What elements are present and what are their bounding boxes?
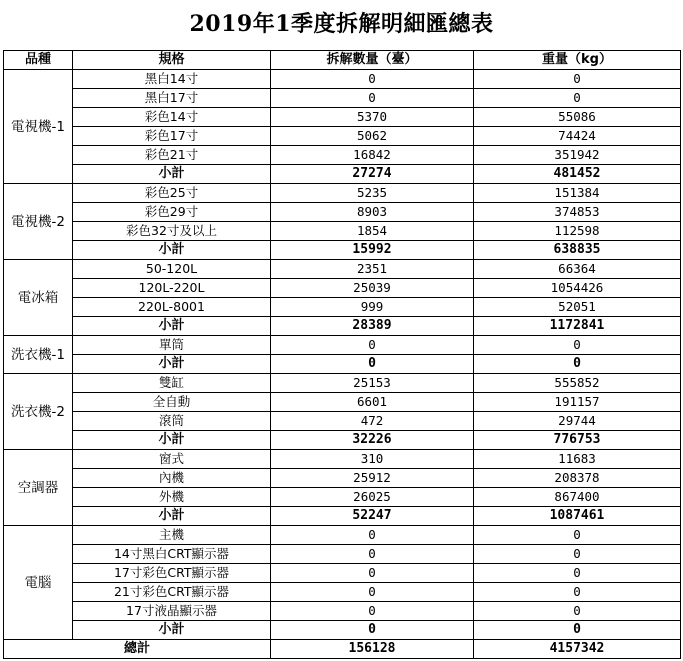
category-cell: 洗衣機-1 bbox=[4, 336, 73, 374]
table-row bbox=[4, 374, 681, 393]
spec-cell: 彩色14寸 bbox=[73, 108, 271, 127]
weight-cell: 0 bbox=[474, 545, 681, 564]
subtotal-quantity: 0 bbox=[271, 355, 474, 374]
quantity-cell: 2351 bbox=[271, 260, 474, 279]
subtotal-weight: 0 bbox=[474, 355, 681, 374]
quantity-cell: 25153 bbox=[271, 374, 474, 393]
page-title: 2019年1季度拆解明細匯總表 bbox=[189, 11, 494, 37]
table-row bbox=[4, 222, 681, 241]
spec-cell: 雙缸 bbox=[73, 374, 271, 393]
weight-cell: 867400 bbox=[474, 488, 681, 507]
header-quantity: 拆解數量（臺） bbox=[271, 51, 474, 70]
quantity-cell: 5062 bbox=[271, 127, 474, 146]
spec-cell: 全自動 bbox=[73, 393, 271, 412]
spec-cell: 黑白17寸 bbox=[73, 89, 271, 108]
quantity-cell: 0 bbox=[271, 89, 474, 108]
quantity-cell: 0 bbox=[271, 70, 474, 89]
subtotal-weight: 0 bbox=[474, 621, 681, 640]
category-cell: 洗衣機-2 bbox=[4, 374, 73, 450]
quantity-cell: 1854 bbox=[271, 222, 474, 241]
table-row bbox=[4, 450, 681, 469]
spec-cell: 彩色17寸 bbox=[73, 127, 271, 146]
table-row bbox=[4, 469, 681, 488]
subtotal-weight: 481452 bbox=[474, 165, 681, 184]
spec-cell: 彩色32寸及以上 bbox=[73, 222, 271, 241]
table-row bbox=[4, 298, 681, 317]
quantity-cell: 16842 bbox=[271, 146, 474, 165]
weight-cell: 1054426 bbox=[474, 279, 681, 298]
category-cell: 電冰箱 bbox=[4, 260, 73, 336]
table-row bbox=[4, 336, 681, 355]
quantity-cell: 999 bbox=[271, 298, 474, 317]
table-row bbox=[4, 564, 681, 583]
subtotal-weight: 776753 bbox=[474, 431, 681, 450]
weight-cell: 0 bbox=[474, 89, 681, 108]
quantity-cell: 0 bbox=[271, 583, 474, 602]
spec-cell: 50-120L bbox=[73, 260, 271, 279]
subtotal-row bbox=[4, 317, 681, 336]
quantity-cell: 6601 bbox=[271, 393, 474, 412]
weight-cell: 11683 bbox=[474, 450, 681, 469]
quantity-cell: 0 bbox=[271, 336, 474, 355]
subtotal-weight: 1087461 bbox=[474, 507, 681, 526]
spec-cell: 14寸黑白CRT顯示器 bbox=[73, 545, 271, 564]
spec-cell: 彩色21寸 bbox=[73, 146, 271, 165]
category-cell: 電腦 bbox=[4, 526, 73, 640]
table-row bbox=[4, 583, 681, 602]
subtotal-quantity: 15992 bbox=[271, 241, 474, 260]
quantity-cell: 25912 bbox=[271, 469, 474, 488]
subtotal-label: 小計 bbox=[73, 431, 271, 450]
total-quantity: 156128 bbox=[271, 640, 474, 659]
quantity-cell: 5235 bbox=[271, 184, 474, 203]
subtotal-row bbox=[4, 241, 681, 260]
table-row bbox=[4, 602, 681, 621]
table-row bbox=[4, 488, 681, 507]
spec-cell: 窗式 bbox=[73, 450, 271, 469]
spec-cell: 17寸液晶顯示器 bbox=[73, 602, 271, 621]
table-row bbox=[4, 526, 681, 545]
subtotal-quantity: 52247 bbox=[271, 507, 474, 526]
subtotal-row bbox=[4, 355, 681, 374]
spec-cell: 彩色25寸 bbox=[73, 184, 271, 203]
weight-cell: 151384 bbox=[474, 184, 681, 203]
weight-cell: 351942 bbox=[474, 146, 681, 165]
table-row bbox=[4, 545, 681, 564]
spec-cell: 彩色29寸 bbox=[73, 203, 271, 222]
spec-cell: 單筒 bbox=[73, 336, 271, 355]
spec-cell: 滾筒 bbox=[73, 412, 271, 431]
subtotal-label: 小計 bbox=[73, 317, 271, 336]
weight-cell: 55086 bbox=[474, 108, 681, 127]
subtotal-label: 小計 bbox=[73, 355, 271, 374]
quantity-cell: 310 bbox=[271, 450, 474, 469]
quantity-cell: 5370 bbox=[271, 108, 474, 127]
subtotal-row bbox=[4, 165, 681, 184]
subtotal-quantity: 0 bbox=[271, 621, 474, 640]
table-row bbox=[4, 260, 681, 279]
subtotal-label: 小計 bbox=[73, 165, 271, 184]
table-row bbox=[4, 108, 681, 127]
spec-cell: 21寸彩色CRT顯示器 bbox=[73, 583, 271, 602]
weight-cell: 74424 bbox=[474, 127, 681, 146]
quantity-cell: 0 bbox=[271, 545, 474, 564]
subtotal-label: 小計 bbox=[73, 621, 271, 640]
quantity-cell: 0 bbox=[271, 602, 474, 621]
weight-cell: 29744 bbox=[474, 412, 681, 431]
header-category: 品種 bbox=[4, 51, 73, 70]
spec-cell: 主機 bbox=[73, 526, 271, 545]
weight-cell: 52051 bbox=[474, 298, 681, 317]
subtotal-row bbox=[4, 507, 681, 526]
header-weight: 重量（kg） bbox=[474, 51, 681, 70]
table-row bbox=[4, 203, 681, 222]
category-cell: 空調器 bbox=[4, 450, 73, 526]
table-row bbox=[4, 412, 681, 431]
spec-cell: 外機 bbox=[73, 488, 271, 507]
grand-total-row bbox=[4, 640, 681, 659]
table-row bbox=[4, 393, 681, 412]
weight-cell: 191157 bbox=[474, 393, 681, 412]
table-body bbox=[4, 70, 681, 659]
quantity-cell: 0 bbox=[271, 564, 474, 583]
header-spec: 規格 bbox=[73, 51, 271, 70]
spec-cell: 120L-220L bbox=[73, 279, 271, 298]
subtotal-label: 小計 bbox=[73, 241, 271, 260]
weight-cell: 0 bbox=[474, 583, 681, 602]
quantity-cell: 26025 bbox=[271, 488, 474, 507]
total-weight: 4157342 bbox=[474, 640, 681, 659]
table-row bbox=[4, 127, 681, 146]
weight-cell: 0 bbox=[474, 602, 681, 621]
subtotal-quantity: 28389 bbox=[271, 317, 474, 336]
table-row bbox=[4, 89, 681, 108]
weight-cell: 0 bbox=[474, 336, 681, 355]
subtotal-row bbox=[4, 621, 681, 640]
table-row bbox=[4, 146, 681, 165]
header-row bbox=[4, 51, 681, 70]
weight-cell: 0 bbox=[474, 526, 681, 545]
quantity-cell: 472 bbox=[271, 412, 474, 431]
weight-cell: 374853 bbox=[474, 203, 681, 222]
table-row bbox=[4, 184, 681, 203]
subtotal-weight: 1172841 bbox=[474, 317, 681, 336]
weight-cell: 0 bbox=[474, 564, 681, 583]
weight-cell: 0 bbox=[474, 70, 681, 89]
total-label: 總計 bbox=[4, 640, 271, 659]
subtotal-quantity: 27274 bbox=[271, 165, 474, 184]
category-cell: 電視機-2 bbox=[4, 184, 73, 260]
quantity-cell: 0 bbox=[271, 526, 474, 545]
subtotal-row bbox=[4, 431, 681, 450]
weight-cell: 112598 bbox=[474, 222, 681, 241]
weight-cell: 208378 bbox=[474, 469, 681, 488]
table-row bbox=[4, 279, 681, 298]
spec-cell: 內機 bbox=[73, 469, 271, 488]
table-row bbox=[4, 70, 681, 89]
spec-cell: 黑白14寸 bbox=[73, 70, 271, 89]
spec-cell: 17寸彩色CRT顯示器 bbox=[73, 564, 271, 583]
dismantling-summary-table bbox=[3, 50, 681, 659]
subtotal-quantity: 32226 bbox=[271, 431, 474, 450]
quantity-cell: 8903 bbox=[271, 203, 474, 222]
category-cell: 電視機-1 bbox=[4, 70, 73, 184]
quantity-cell: 25039 bbox=[271, 279, 474, 298]
subtotal-weight: 638835 bbox=[474, 241, 681, 260]
spec-cell: 220L-8001 bbox=[73, 298, 271, 317]
weight-cell: 66364 bbox=[474, 260, 681, 279]
weight-cell: 555852 bbox=[474, 374, 681, 393]
subtotal-label: 小計 bbox=[73, 507, 271, 526]
